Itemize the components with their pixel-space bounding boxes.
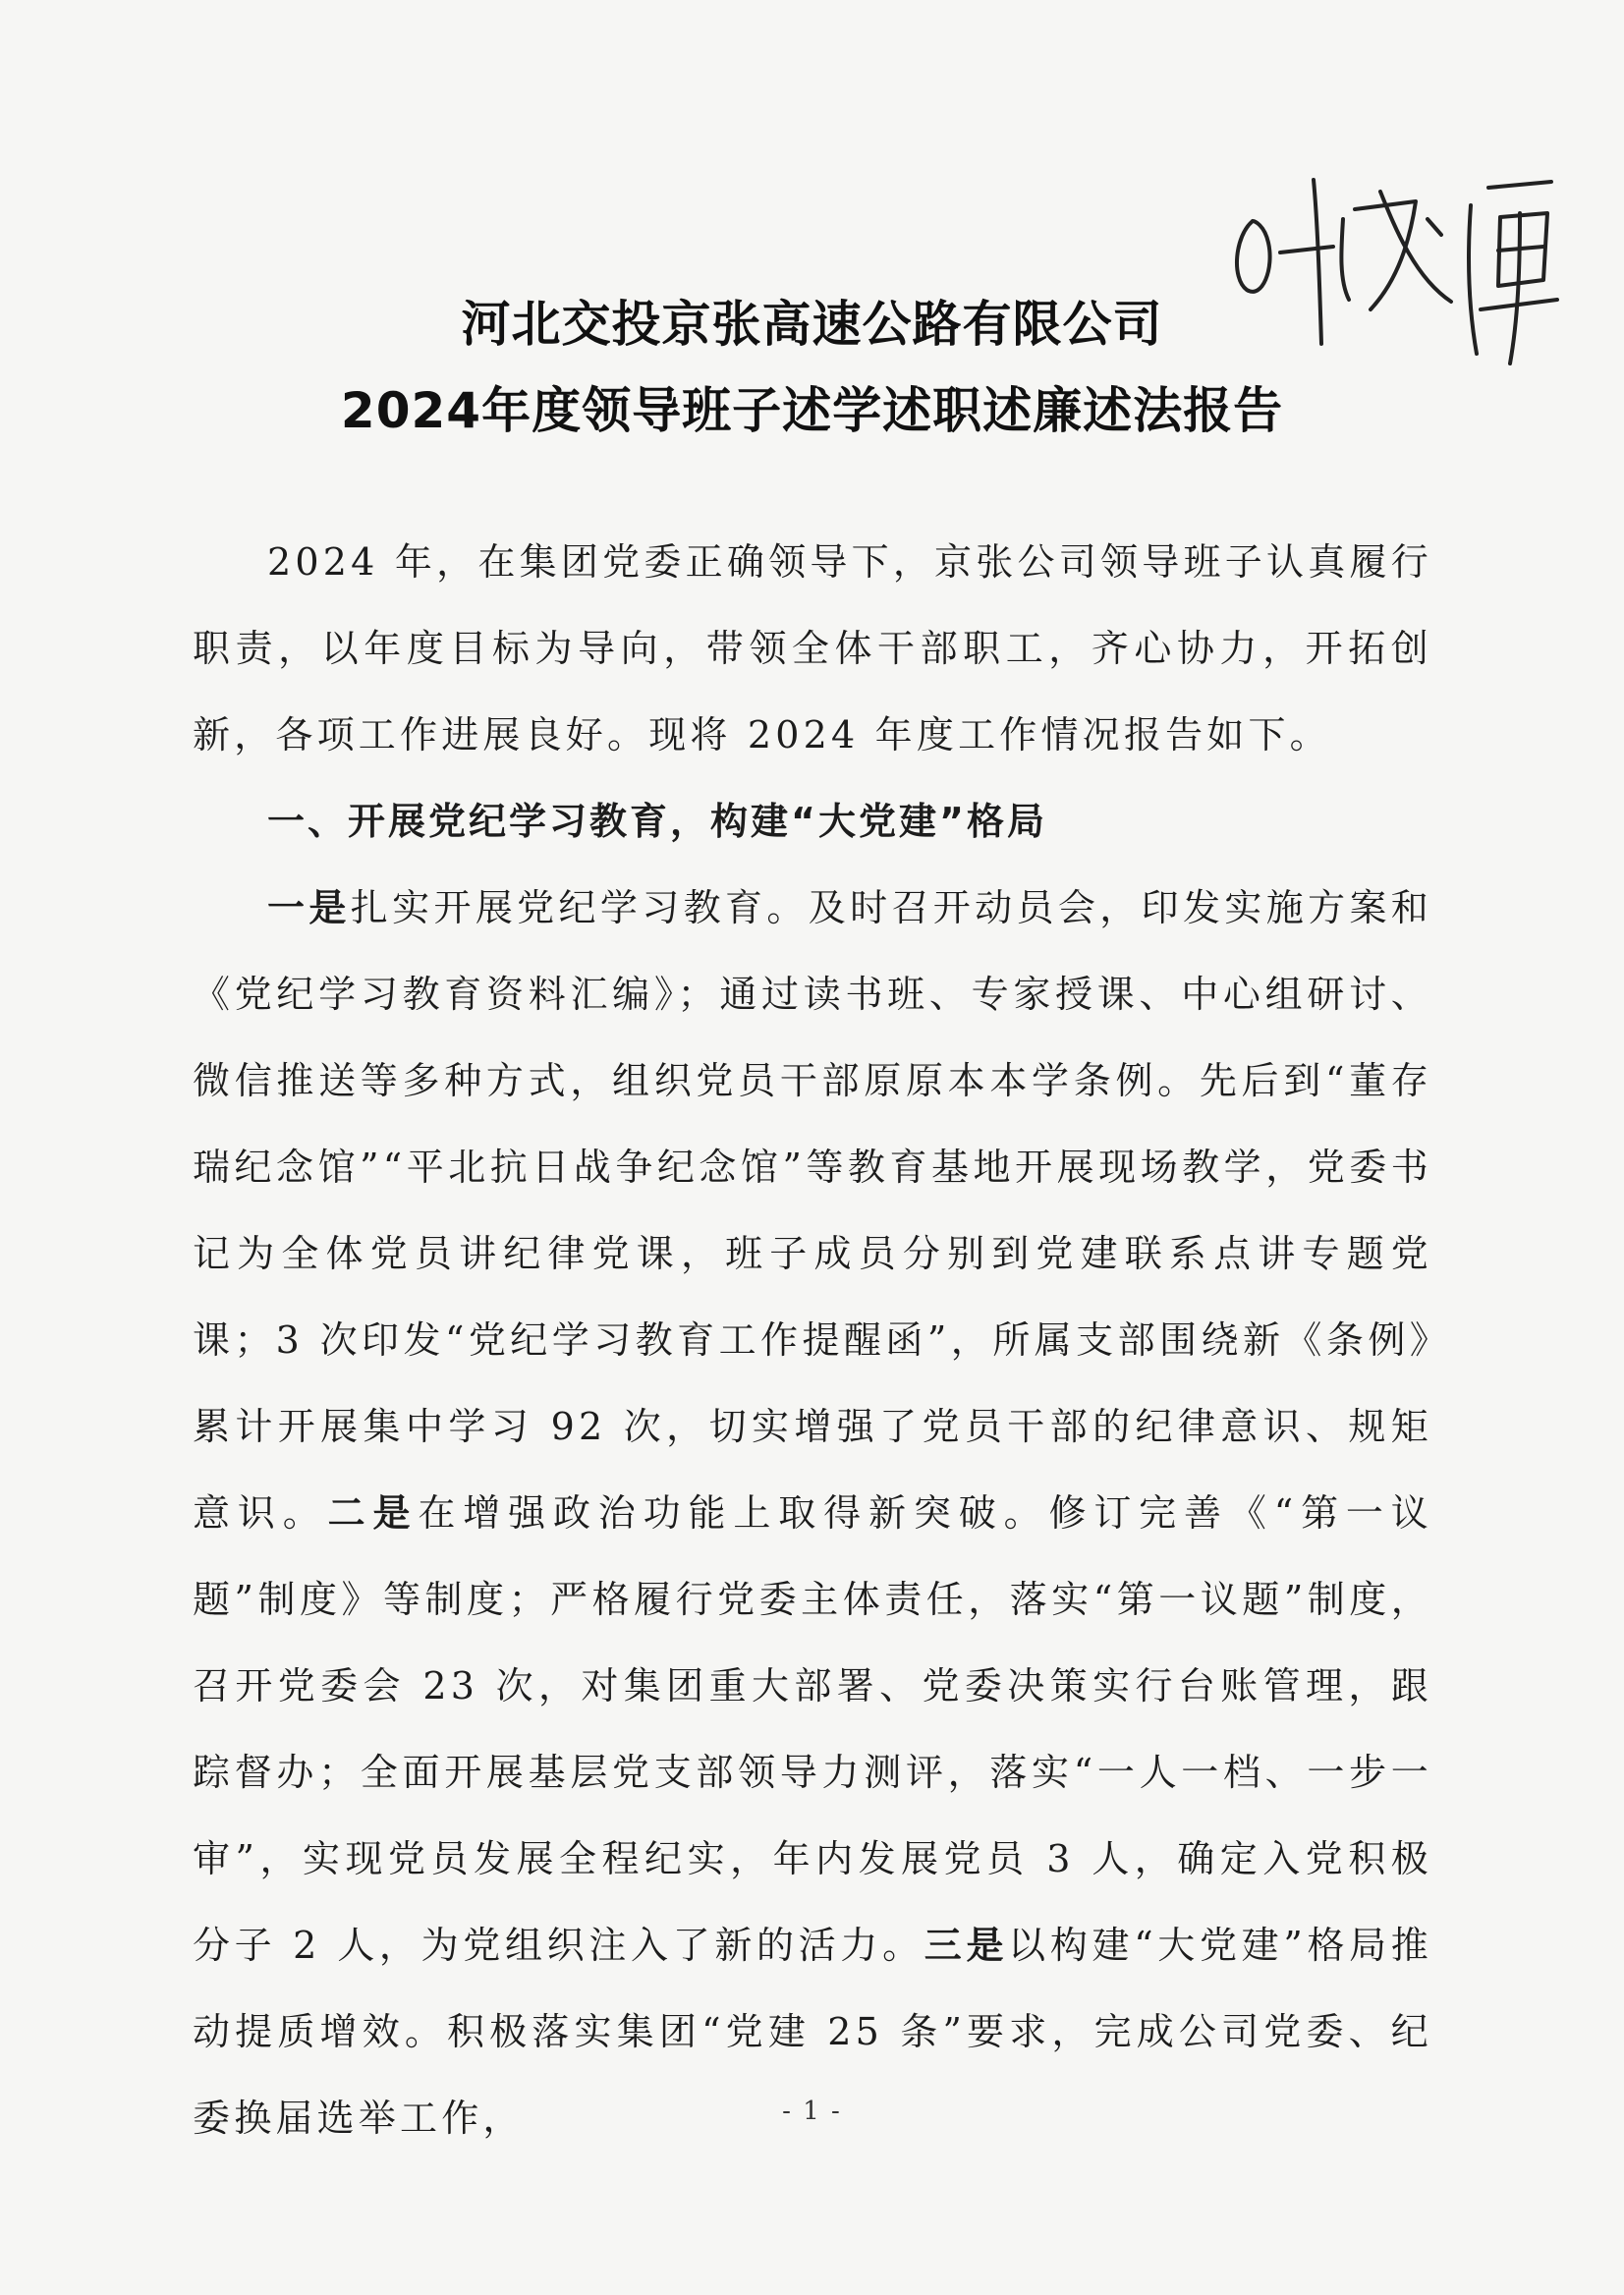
item-1-lead: 一是: [267, 886, 351, 929]
item-1-text: 扎实开展党纪学习教育。及时召开动员会，印发实施方案和《党纪学习教育资料汇编》；通过读书班、专家授课、中心组研讨、微信推送等多种方式，组织党员干部原原本本学条例。先后到“董存瑞纪念馆”“平北抗日战争纪念馆”等教育基地开展现场教学，党委书记为全体党员讲纪律党课，班子成员分别到党建联系点讲专题党课；3 次印发“党纪学习教育工作提醒函”，所属支部围绕新《条例》累计开展集中学习 92 次，切实增强了党员干部的纪律意识、规矩意识。: [193, 886, 1433, 1535]
document-title-line2: 2024年度领导班子述学述职述廉述法报告: [340, 382, 1284, 439]
section-1-paragraph: [193, 865, 1432, 2161]
item-2-text: 在增强政治功能上取得新突破。修订完善《“第一议题”制度》等制度；严格履行党委主体责任，落实“第一议题”制度，召开党委会 23 次，对集团重大部署、党委决策实行台账管理，跟踪督办；全面开展基层党支部领导力测评，落实“一人一档、一步一审”，实现党员发展全程纪实，年内发展党员 3 人，确定入党积极分子 2 人，为党组织注入了新的活力。: [193, 1491, 1433, 1967]
section-1-heading: 一、开展党纪学习教育，构建“大党建”格局: [267, 800, 1047, 843]
item-3-text: 以构建“大党建”格局推动提质增效。积极落实集团“党建 25 条”要求，完成公司党委、纪委换届选举工作，: [193, 1924, 1433, 2140]
item-2-lead: 二是: [327, 1491, 419, 1535]
intro-paragraph: 2024 年，在集团党委正确领导下，京张公司领导班子认真履行职责，以年度目标为导向，带领全体干部职工，齐心协力，开拓创新，各项工作进展良好。现将 2024 年度工作情况报告如下。: [193, 540, 1432, 756]
document-body: [193, 519, 1432, 2161]
page-number: - 1 -: [782, 2097, 842, 2126]
document-title-line1: 河北交投京张高速公路有限公司: [461, 296, 1163, 353]
item-3-lead: 三是: [924, 1924, 1009, 1967]
